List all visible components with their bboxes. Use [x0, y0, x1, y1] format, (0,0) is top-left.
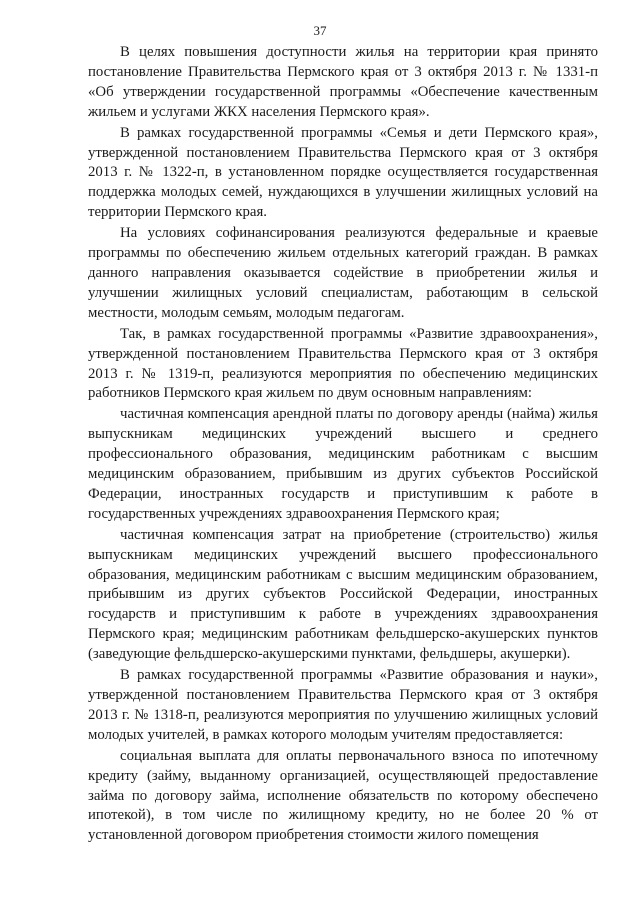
- page-number: 37: [313, 23, 327, 38]
- paragraph: Так, в рамках государственной программы «Развитие здравоохранения», утвержденной постановлением Правительства Пермского края от 3 октября 2013 г. № 1319-п, реализуются мероприятия по обеспечению медицинских работников Пермского края жильем по двум основным направлениям:: [88, 325, 598, 402]
- list-item: частичная компенсация арендной платы по договору аренды (найма) жилья выпускникам медицинских учреждений высшего и среднего профессионального образования, медицинским работникам с высшим медицинским образованием, прибывшим из других субъектов Российской Федерации, иностранных государств и приступившим к работе в государственных учреждениях здравоохранения Пермского края;: [88, 406, 598, 522]
- paragraph: В рамках государственной программы «Развитие образования и науки», утвержденной постановлением Правительства Пермского края от 3 октября 2013 г. № 1318-п, реализуются мероприятия по улучшению жилищных условий молодых учителей, в рамках которого молодым учителям предоставляется:: [88, 667, 598, 743]
- list-item: частичная компенсация затрат на приобретение (строительство) жилья выпускникам медицинских учреждений высшего профессионального образования, медицинским работникам с высшим медицинским образованием, прибывшим из других субъектов Российской Федерации, иностранных государств и приступившим к работе в учреждениях здравоохранения Пермского края; медицинским работникам фельдшерско-акушерских пунктов (заведующие фельдшерско-акушерскими пунктами, фельдшеры, акушерки).: [88, 526, 598, 663]
- paragraph: В рамках государственной программы «Семья и дети Пермского края», утвержденной постановлением Правительства Пермского края от 3 октября 2013 г. № 1322-п, в установленном порядке осуществляется государственная поддержка молодых семей, нуждающихся в улучшении жилищных условий на территории Пермского края.: [88, 124, 598, 221]
- paragraph: На условиях софинансирования реализуются федеральные и краевые программы по обеспечению жильем отдельных категорий граждан. В рамках данного направления оказывается содействие в приобретении жилья и улучшении жилищных условий специалистам, работающим в сельской местности, молодым семьям, молодым педагогам.: [88, 225, 598, 321]
- document-body: [88, 43, 598, 847]
- list-item: социальная выплата для оплаты первоначального взноса по ипотечному кредиту (займу, выданному организацией, осуществляющей предоставление займа по договору займа, исполнение обязательств по которому обеспечено ипотекой), в том числе по жилищному кредиту, но не более 20 % от установленной договором приобретения стоимости жилого помещения: [88, 747, 598, 844]
- paragraph: В целях повышения доступности жилья на территории края принято постановление Правительства Пермского края от 3 октября 2013 г. № 1331-п «Об утверждении государственной программы «Обеспечение качественным жильем и услугами ЖКХ населения Пермского края».: [88, 44, 598, 120]
